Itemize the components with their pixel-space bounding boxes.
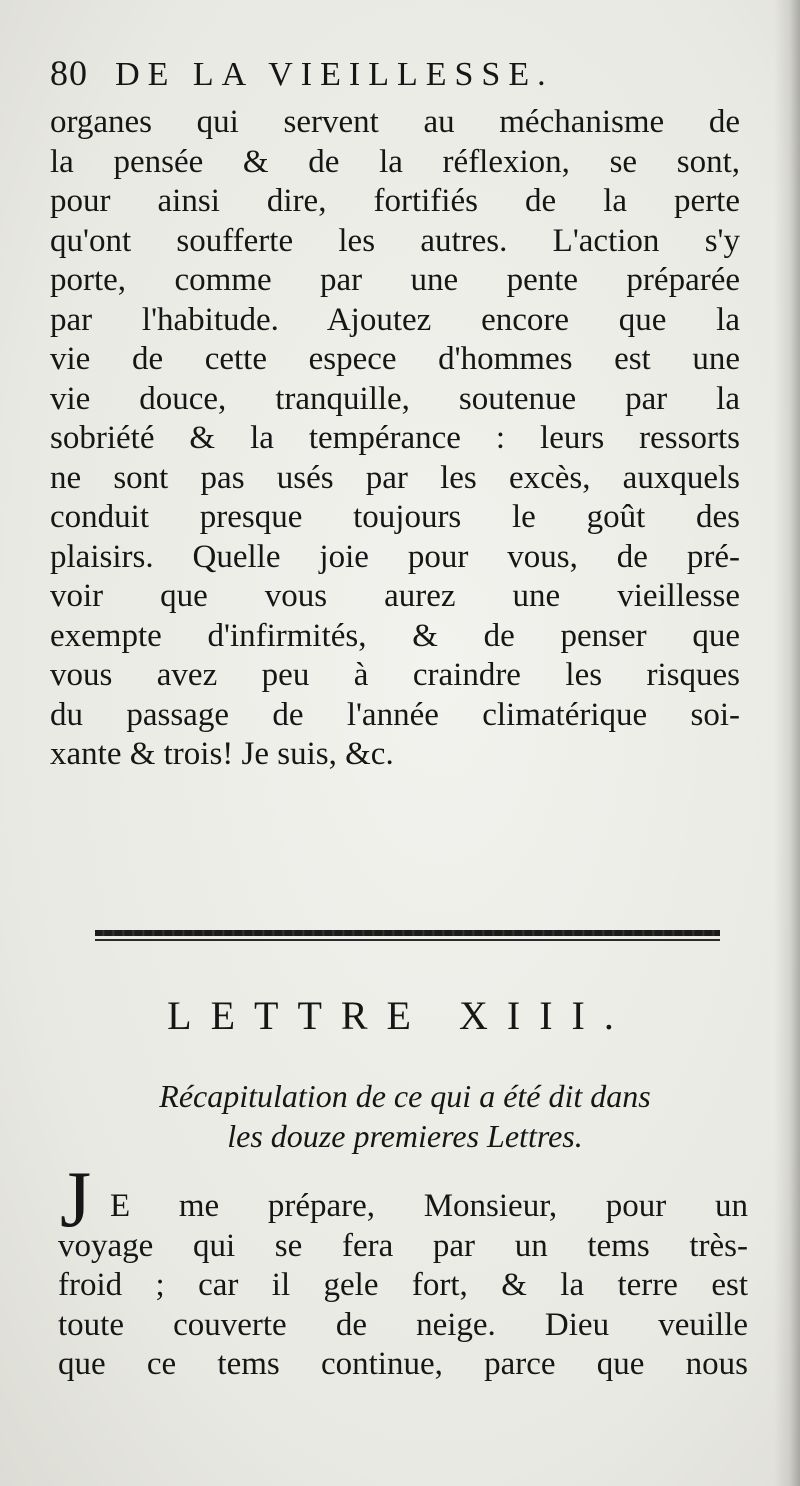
text-line: pour ainsi dire, fortifiés de la perte xyxy=(50,183,740,219)
text-line: du passage de l'année climatérique soi- xyxy=(50,696,740,733)
page-gutter-shadow xyxy=(774,0,800,1486)
text-line: ne sont pas usés par les excès, auxquels xyxy=(50,459,740,496)
text-line: conduit presque toujours le goût des xyxy=(50,499,740,535)
drop-cap: J xyxy=(60,1156,92,1244)
letter-heading: LETTRE XIII. xyxy=(167,993,633,1038)
text-line: vie de cette espece d'hommes est une xyxy=(50,341,740,377)
text-line: qu'ont soufferte les autres. L'action s'y xyxy=(50,222,740,259)
page-number: 80 xyxy=(50,53,88,93)
text-line: par l'habitude. Ajoutez encore que la xyxy=(50,301,740,338)
text-line: vous avez peu à craindre les risques xyxy=(50,657,740,693)
text-line: organes qui servent au méchanisme de xyxy=(50,104,740,140)
text-line: toute couverte de neige. Dieu veuille xyxy=(58,1306,748,1343)
text-line: exempte d'infirmités, & de penser que xyxy=(50,617,740,654)
text-line: vie douce, tranquille, soutenue par la xyxy=(50,380,740,417)
text-line: froid ; car il gele fort, & la terre est xyxy=(58,1267,748,1303)
text-line: la pensée & de la réflexion, se sont, xyxy=(50,143,740,180)
text-line: E me prépare, Monsieur, pour un xyxy=(110,1188,748,1224)
subtitle-line: Récapitulation de ce qui a été dit dans xyxy=(159,1078,651,1114)
text-line: sobriété & la tempérance : leurs ressorts xyxy=(50,420,740,456)
text-line: xante & trois! Je suis, &c. xyxy=(50,736,394,772)
text-line: voir que vous aurez une vieillesse xyxy=(50,578,740,614)
ornamental-rule xyxy=(95,930,720,944)
paragraph-top xyxy=(50,103,740,775)
letter-subtitle xyxy=(60,1076,750,1156)
text-line: voyage qui se fera par un tems très- xyxy=(58,1227,748,1264)
running-header xyxy=(50,52,650,100)
rule-thin xyxy=(95,939,720,941)
subtitle-line: les douze premieres Lettres. xyxy=(227,1118,583,1154)
text-line: que ce tems continue, parce que nous xyxy=(58,1346,748,1382)
rule-thick xyxy=(95,930,720,936)
text-line: plaisirs. Quelle joie pour vous, de pré- xyxy=(50,538,740,575)
text-line: porte, comme par une pente préparée xyxy=(50,262,740,298)
letter-opening-paragraph xyxy=(58,1187,748,1385)
running-title: DE LA VIEILLESSE. xyxy=(115,56,554,93)
